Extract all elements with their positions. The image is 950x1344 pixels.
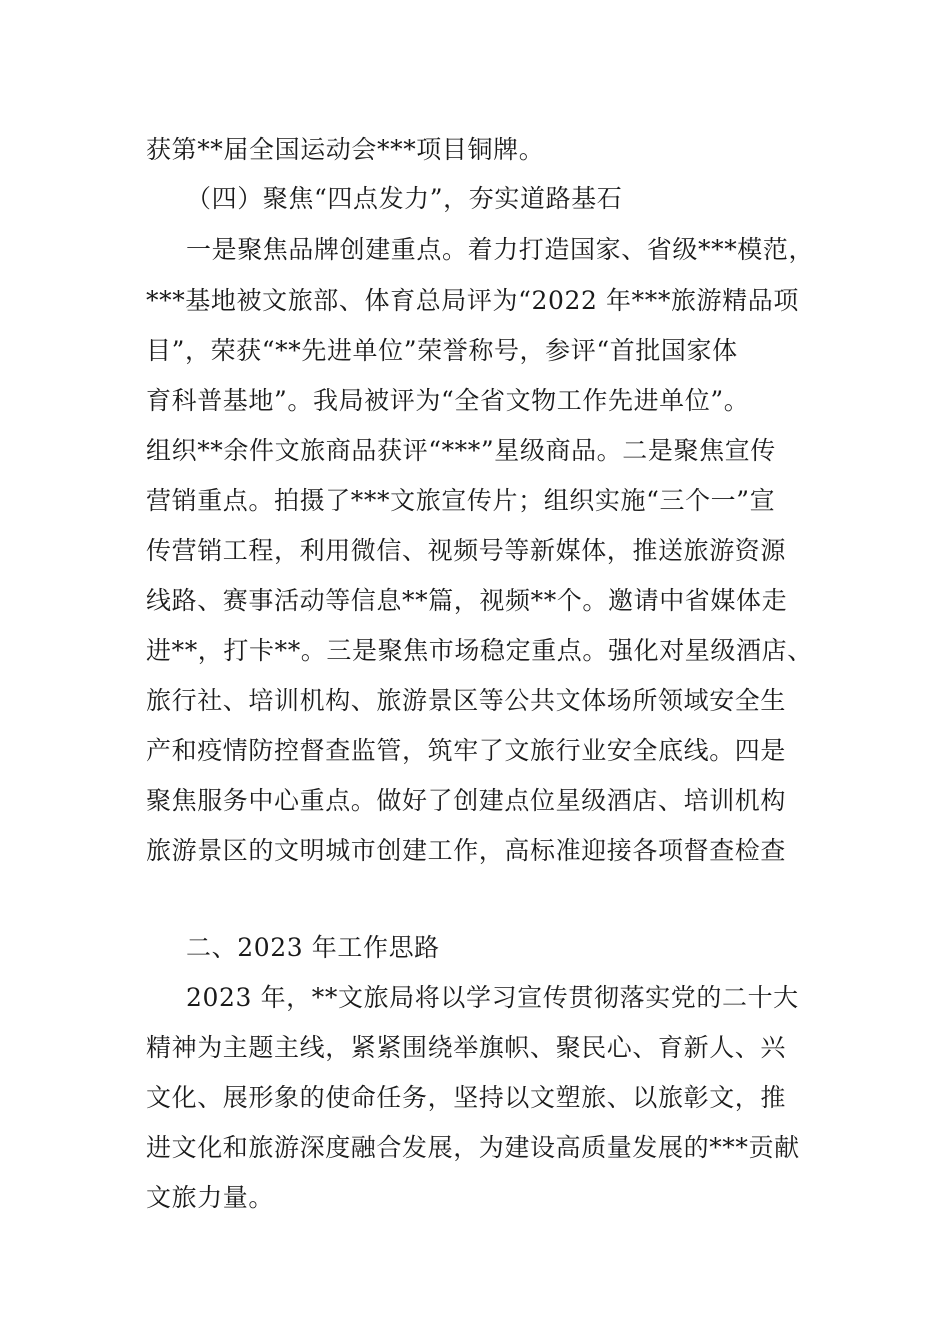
section-heading: （四）聚焦“四点发力”，夯实道路基石 bbox=[186, 184, 623, 213]
body-text-line: 组织**余件文旅商品获评“***”星级商品。二是聚焦宣传 bbox=[146, 436, 776, 465]
body-text-line: 产和疫情防控督查监管，筑牢了文旅行业安全底线。四是 bbox=[146, 736, 787, 765]
body-text-line: 精神为主题主线，紧紧围绕举旗帜、聚民心、育新人、兴 bbox=[146, 1033, 787, 1062]
body-text-line: 目”，荣获“**先进单位”荣誉称号，参评“首批国家体 bbox=[146, 336, 738, 365]
body-text-line: 获第**届全国运动会***项目铜牌。 bbox=[146, 135, 545, 164]
body-text-line: 线路、赛事活动等信息**篇，视频**个。邀请中省媒体走 bbox=[146, 586, 788, 615]
body-text-line: 文化、展形象的使命任务，坚持以文塑旅、以旅彰文，推 bbox=[146, 1083, 787, 1112]
body-text-line: 聚焦服务中心重点。做好了创建点位星级酒店、培训机构 bbox=[146, 786, 787, 815]
body-text-line: 进**，打卡**。三是聚焦市场稳定重点。强化对星级酒店、 bbox=[146, 636, 813, 665]
body-text-line: 一是聚焦品牌创建重点。着力打造国家、省级***模范， bbox=[186, 235, 815, 264]
body-text-line: 营销重点。拍摄了***文旅宣传片；组织实施“三个一”宣 bbox=[146, 486, 776, 515]
body-text-line: 旅游景区的文明城市创建工作，高标准迎接各项督查检查 bbox=[146, 836, 787, 865]
body-text-line: 进文化和旅游深度融合发展，为建设高质量发展的***贡献 bbox=[146, 1133, 800, 1162]
section-heading: 二、2023 年工作思路 bbox=[186, 933, 440, 962]
body-text-line: 旅行社、培训机构、旅游景区等公共文体场所领域安全生 bbox=[146, 686, 787, 715]
body-text-line: 2023 年，**文旅局将以学习宣传贯彻落实党的二十大 bbox=[186, 983, 799, 1012]
body-text-line: ***基地被文旅部、体育总局评为“2022 年***旅游精品项 bbox=[146, 286, 799, 315]
body-text-line: 育科普基地”。我局被评为“全省文物工作先进单位”。 bbox=[146, 386, 750, 415]
body-text-line: 文旅力量。 bbox=[146, 1183, 275, 1212]
body-text-line: 传营销工程，利用微信、视频号等新媒体，推送旅游资源 bbox=[146, 536, 787, 565]
